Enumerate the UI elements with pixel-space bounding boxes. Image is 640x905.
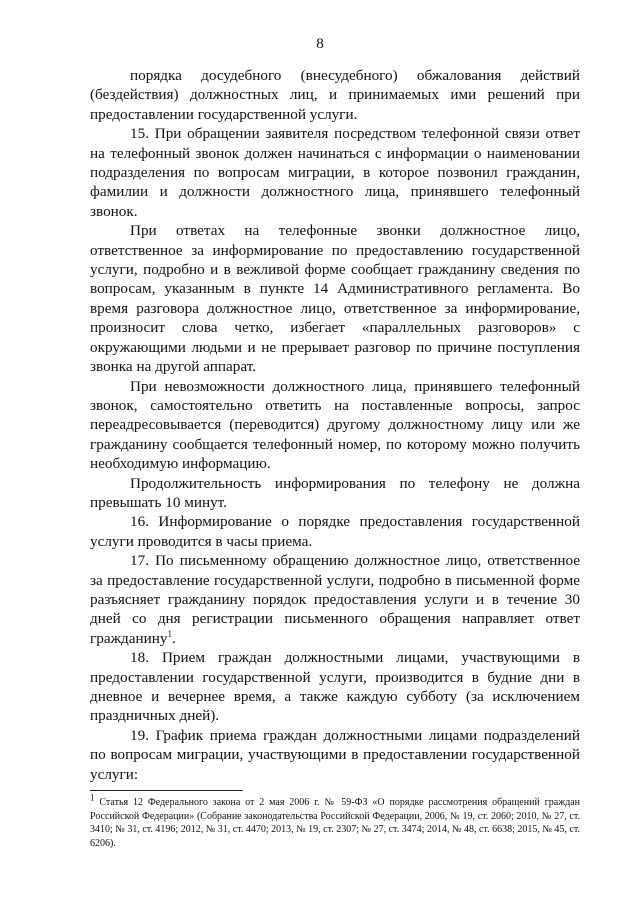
- footnote-marker: 1: [90, 792, 95, 803]
- paragraph-17-text: 17. По письменному обращению должностное лицо, ответственное за предоставление государственной услуги, подробно в письменной форме разъясняет гражданину порядок предоставления услуги и в течение 30 дней со дня регистрации письменного обращения направляет ответ гражданину: [90, 552, 580, 647]
- paragraph-17: 17. По письменному обращению должностное лицо, ответственное за предоставление государственной услуги, подробно в письменной форме разъясняет гражданину порядок предоставления услуги и в течение 30 дней со дня регистрации письменного обращения направляет ответ гражданину$^1$.: [90, 552, 580, 647]
- footnote-ref: 1: [167, 628, 173, 639]
- body-text: [90, 66, 580, 784]
- footnote-separator: [90, 790, 243, 791]
- footnote-text: Статья 12 Федерального закона от 2 мая 2006 г. № 59-ФЗ «О порядке рассмотрения обращений граждан Российской Федерации» (Собрание законодательства Российской Федерации, 2006, № 19, ст. 2060; 2010, № 27, ст. 3410; № 31, ст. 4196; 2012, № 31, ст. 4470; 2013, № 19, ст. 2307; № 27, ст. 3474; 2014, № 48, ст. 6638; 2015, № 45, ст. 6206).: [90, 797, 580, 849]
- paragraph-16: 16. Информирование о порядке предоставления государственной услуги проводится в часы приема.: [90, 513, 580, 550]
- paragraph-continuation: порядка досудебного (внесудебного) обжалования действий (бездействия) должностных лиц, и принимаемых ими решений при предоставлении государственной услуги.: [90, 67, 580, 123]
- paragraph-redirect: При невозможности должностного лица, принявшего телефонный звонок, самостоятельно ответить на поставленные вопросы, запрос переадресовывается (переводится) другому должностному лицу или же гражданину сообщается телефонный номер, по которому можно получить необходимую информацию.: [90, 377, 580, 473]
- page-number: 8: [316, 36, 324, 52]
- paragraph-18: 18. Прием граждан должностными лицами, участвующими в предоставлении государственной услуги, производится в будние дни в дневное и вечернее время, а также каждую субботу (за исключением праздничных дней).: [90, 649, 580, 725]
- paragraph-15: 15. При обращении заявителя посредством телефонной связи ответ на телефонный звонок должен начинаться с информации о наименовании подразделения по вопросам миграции, в которое позвонил гражданин, фамилии и должности должностного лица, принявшего телефонный звонок.: [90, 125, 580, 220]
- paragraph-phone-answers: При ответах на телефонные звонки должностное лицо, ответственное за информирование по предоставлению государственной услуги, подробно и в вежливой форме сообщает гражданину сведения по вопросам, указанным в пункте 14 Административного регламента. Во время разговора должностное лицо, ответственное за информирование, произносит слова четко, избегает «параллельных разговоров» с окружающими людьми и не прерывает разговор по причине поступления звонка на другой аппарат.: [90, 222, 580, 376]
- footnote: [90, 792, 580, 850]
- paragraph-19: 19. График приема граждан должностными лицами подразделений по вопросам миграции, участвующими в предоставлении государственной услуги:: [90, 726, 580, 783]
- paragraph-duration: Продолжительность информирования по телефону не должна превышать 10 минут.: [90, 474, 580, 511]
